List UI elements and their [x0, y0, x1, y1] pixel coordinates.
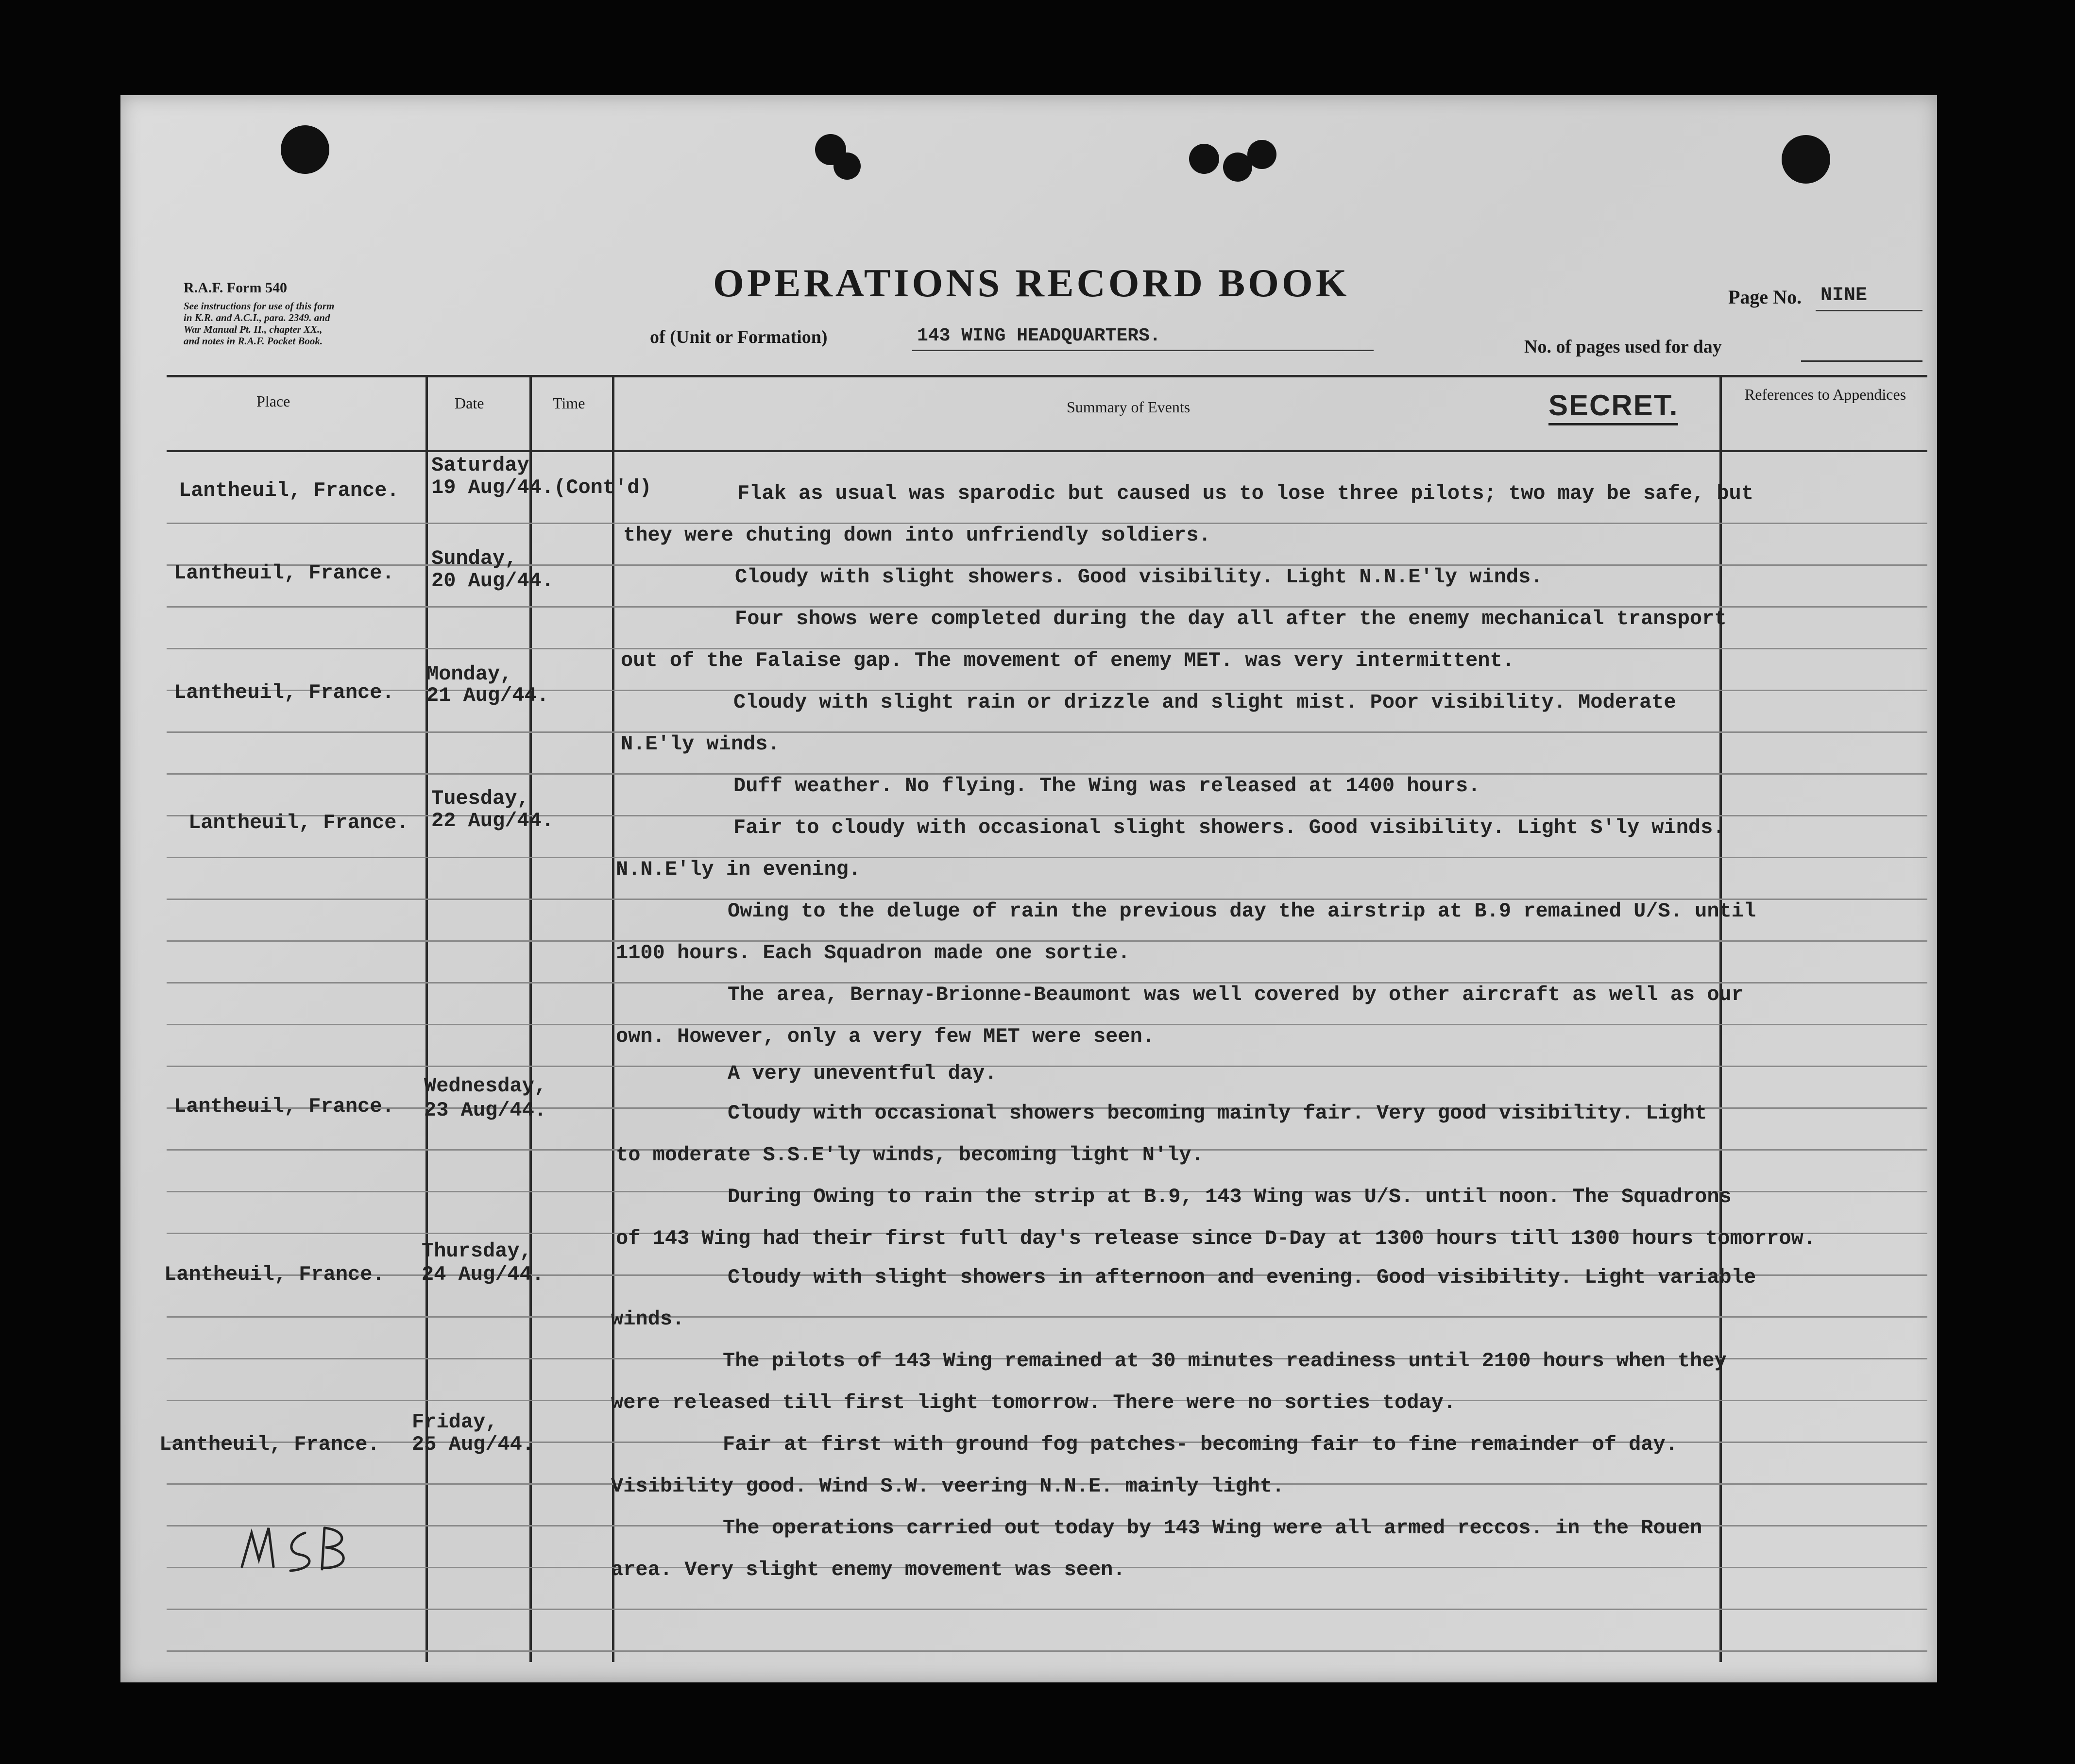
page-no-value: NINE	[1820, 285, 1868, 306]
signature-initials	[232, 1513, 358, 1577]
summary-line: own. However, only a very few MET were seen.	[616, 1025, 1155, 1048]
summary-line: N.N.E'ly in evening.	[616, 858, 861, 881]
summary-line: 1100 hours. Each Squadron made one sortie.	[616, 941, 1130, 965]
summary-line: Cloudy with occasional showers becoming mainly fair. Very good visibility. Light	[728, 1102, 1707, 1125]
unit-value: 143 WING HEADQUARTERS.	[917, 325, 1161, 346]
ruled-line	[167, 1609, 1927, 1610]
table-header-rule	[167, 450, 1927, 452]
col-divider-date-time	[529, 375, 532, 1662]
ruled-line	[167, 1066, 1927, 1067]
summary-line: Four shows were completed during the day all after the enemy mechanical transport	[735, 607, 1727, 630]
punch-hole	[1189, 144, 1219, 174]
entry-place: Lantheuil, France.	[188, 811, 409, 834]
summary-line: they were chuting down into unfriendly soldiers.	[623, 524, 1211, 547]
form-instructions: See instructions for use of this form in K.R. and A.C.I., para. 2349. and War Manual Pt. II., chapter XX., and notes in R.A.F. Pocket Book.	[184, 300, 335, 347]
pages-used-underline	[1801, 360, 1922, 362]
summary-line: of 143 Wing had their first full day's release since D-Day at 1300 hours till 1300 hours tomorrow.	[616, 1227, 1816, 1250]
entry-place: Lantheuil, France.	[179, 479, 399, 502]
table-top-rule	[167, 375, 1927, 377]
summary-line: Duff weather. No flying. The Wing was released at 1400 hours.	[733, 774, 1480, 797]
punch-hole	[1782, 135, 1830, 184]
entry-date: Monday,	[426, 662, 512, 686]
summary-line: Visibility good. Wind S.W. veering N.N.E. mainly light.	[611, 1475, 1285, 1498]
summary-line: Cloudy with slight showers. Good visibility. Light N.N.E'ly winds.	[735, 565, 1543, 589]
ruled-line	[167, 857, 1927, 858]
ruled-line	[167, 1316, 1927, 1318]
entry-date: 19 Aug/44.(Cont'd)	[431, 476, 652, 499]
summary-line: Fair to cloudy with occasional slight showers. Good visibility. Light S'ly winds.	[733, 816, 1725, 839]
entry-date: 21 Aug/44.	[426, 684, 549, 707]
entry-place: Lantheuil, France.	[164, 1263, 385, 1286]
col-header-place: Place	[256, 392, 290, 410]
summary-line: Owing to the deluge of rain the previous day the airstrip at B.9 remained U/S. until	[728, 899, 1756, 923]
page-no-underline	[1816, 310, 1922, 311]
col-divider-summary-refs	[1719, 375, 1722, 1662]
entry-date: 22 Aug/44.	[431, 809, 554, 832]
col-divider-time-summary	[612, 375, 614, 1662]
punch-hole	[1247, 140, 1276, 169]
summary-line: Cloudy with slight rain or drizzle and slight mist. Poor visibility. Moderate	[733, 691, 1676, 714]
summary-line: out of the Falaise gap. The movement of enemy MET. was very intermittent.	[621, 649, 1514, 672]
summary-line: winds.	[611, 1307, 685, 1331]
form-number: R.A.F. Form 540	[184, 280, 288, 296]
entry-place: Lantheuil, France.	[159, 1433, 380, 1456]
summary-line: Cloudy with slight showers in afternoon and evening. Good visibility. Light variable	[728, 1266, 1756, 1289]
ruled-line	[167, 731, 1927, 733]
entry-date: 20 Aug/44.	[431, 569, 554, 593]
entry-date: Tuesday,	[431, 787, 529, 810]
page-title: OPERATIONS RECORD BOOK	[713, 261, 1350, 305]
entry-date: Wednesday,	[424, 1074, 547, 1098]
summary-line: were released till first light tomorrow. There were no sorties today.	[611, 1391, 1456, 1414]
entry-place: Lantheuil, France.	[174, 1095, 394, 1118]
summary-line: Flak as usual was sparodic but caused us to lose three pilots; two may be safe, but	[737, 482, 1753, 505]
entry-date: 23 Aug/44.	[424, 1099, 547, 1122]
entry-date: Thursday,	[422, 1239, 532, 1263]
entry-place: Lantheuil, France.	[174, 561, 394, 585]
unit-label: of (Unit or Formation)	[650, 327, 828, 347]
summary-line: The area, Bernay-Brionne-Beaumont was well covered by other aircraft as well as our	[728, 983, 1744, 1006]
unit-underline	[912, 350, 1374, 351]
col-header-summary: Summary of Events	[1067, 398, 1191, 416]
entry-date: 24 Aug/44.	[422, 1263, 544, 1286]
summary-line: The operations carried out today by 143 Wing were all armed reccos. in the Rouen	[723, 1516, 1702, 1540]
summary-line: area. Very slight enemy movement was seen.	[611, 1558, 1125, 1581]
summary-line: Fair at first with ground fog patches- becoming fair to fine remainder of day.	[723, 1433, 1678, 1456]
col-header-date: Date	[455, 394, 484, 412]
punch-hole	[833, 153, 861, 180]
record-sheet	[120, 95, 1937, 1682]
entry-date: Sunday,	[431, 547, 517, 570]
page-no-label: Page No.	[1728, 286, 1802, 308]
secret-stamp: SECRET.	[1548, 389, 1678, 425]
col-header-references: References to Appendices	[1744, 386, 1906, 403]
entry-date: 25 Aug/44.	[412, 1433, 535, 1456]
entry-date: Friday,	[412, 1410, 498, 1434]
summary-line: N.E'ly winds.	[621, 732, 780, 756]
col-header-time: Time	[553, 394, 585, 412]
summary-line: to moderate S.S.E'ly winds, becoming light N'ly.	[616, 1143, 1204, 1167]
ruled-line	[167, 1650, 1927, 1652]
summary-line: A very uneventful day.	[728, 1062, 997, 1085]
entry-place: Lantheuil, France.	[174, 681, 394, 704]
summary-line: The pilots of 143 Wing remained at 30 minutes readiness until 2100 hours when they	[723, 1349, 1727, 1373]
col-divider-place-date	[425, 375, 428, 1662]
summary-line: During Owing to rain the strip at B.9, 143 Wing was U/S. until noon. The Squadrons	[728, 1185, 1732, 1208]
punch-hole	[281, 125, 329, 174]
entry-date: Saturday	[431, 454, 529, 477]
pages-used-label: No. of pages used for day	[1524, 337, 1722, 357]
